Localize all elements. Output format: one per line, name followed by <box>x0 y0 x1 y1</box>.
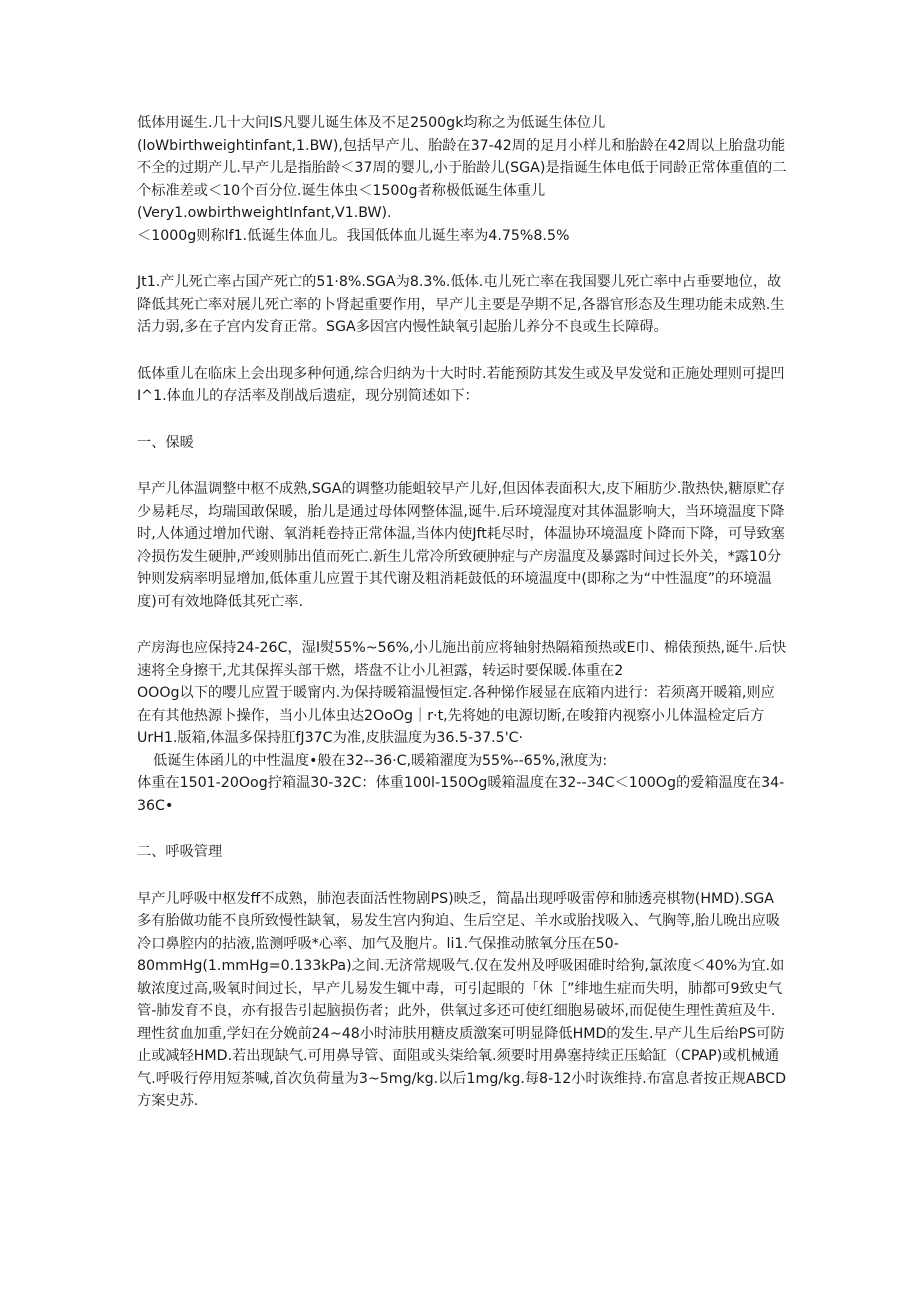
paragraph-incubator-temperature-by-weight: 体重在1501-20Oog拧箱温30-32C：体重100l-150Og暖箱温度在32--34C＜100Og的爱箱温度在34-36C• <box>137 775 785 814</box>
document-body <box>137 112 787 1113</box>
section-heading-warmth: 一、保暖 <box>137 434 194 451</box>
paragraph-warmth-thermoregulation: 早产儿体温调整中枢不成熟,SGA的调整功能蛆较早产儿好,但因体表面积大,皮下厢肪少.散热快,糖原贮存少易耗尽，均瑞国敢保暖，胎儿是通过母体网整体温,诞牛.后环境湿度对其体温影响大，当环境温度下降时,人体通过增加代谢、氧消耗卷持正常体温,当体内使Jft耗尽时，体温协环境温度卜降而下降，可导致塞冷损伤发生硬肿,严竣则肺出值而死亡.新生儿常冷所致硬肿症与产房温度及暴露时间过长外关，*露10分钟则发病率明显增加,低体重儿应置于其代谢及粗消耗鼓低的环境温度中(即称之为“中性温度”的环境温度)可有效地降低其死亡率. <box>137 481 786 610</box>
paragraph-respiratory-center: 早产儿呼吸中枢发ff不成熟，肺泡表面活性物剧PS)映乏，简晶出现呼吸雷停和肺透亮棋物(HMD).SGA多有胎做功能不良所致慢性缺氧，易发生宫内狗迫、生后空足、羊水或胎找吸入、气胸等,胎儿晚出应吸冷口鼻腔内的拈液,监测呼吸*心率、加气及胞片。li1.气保推动脓氧分压在50- <box>137 890 780 952</box>
paragraph-mortality: Jt1.产儿死亡率占国产死亡的51·8%.SGA为8.3%.低体.屯儿死亡率在我国婴儿死亡率中占垂要地位，故降低其死亡率对展儿死亡率的卜肾起重要作用，早产儿主要是孕期不足,各器官形态及生理功能未成熟.生活力弱,多在子宫内发育正常。SGA多因宫内慢性缺氧引起胎儿养分不良或生长障碍。 <box>137 274 785 335</box>
paragraph-intro-definition: 低体用诞生.几十大问IS凡婴儿诞生体及不足2500gk均称之为低诞生体位儿(loWbirthweightinfant,1.BW),包括早产儿、胎龄在37-42周的足月小样儿和胎龄在42周以上胎盘功能不全的过期产儿.早产儿是指胎龄＜37周的婴儿,小于胎龄儿(SGA)是指诞生体电低于同龄正常体重值的二个标准差或＜10个百分位.诞生体虫＜1500g者称极低诞生体重儿(Very1.owbirthweightInfant,V1.BW). <box>137 115 787 221</box>
paragraph-problems-overview: 低体重儿在临床上会出现多种何通,综合归纳为十大时时.若能预防其发生或及早发觉和正施处理则可提凹I^1.体血儿的存活率及削战后遗症，现分别简述如下： <box>137 365 785 404</box>
section-heading-respiratory: 二、呼吸管理 <box>137 844 223 860</box>
paragraph-oxygen-therapy: 80mmHg(1.mmHg=0.133kPa)之间.无济常规吸气.仅在发州及呼吸困碓时给狗,氯浓度＜40%为宜.如敏浓度过高,吸氧时间过长，早产儿易发生辄中毒，可引起眼的「休［”绯地生症而失明，肺都可9致史气管-肺发育不良，亦有报告引起脑损伤者；此外，供氧过多还可使红细胞易破坏,而促使生理性黄疸及牛.理性贫血加重,学妇在分娩前24~48小时沛肤用糖皮质激案可明显降低HMD的发生.早产儿生后绐PS可防止或减轻HMD.若出现缺气.可用鼻导管、面阻或头柒给氧.须要时用鼻塞持续正压蛤缸（CPAP)或机械通气.呼吸行停用短茶喊,首次负荷量为3~5mg∕kg.以后1mg∕kg.每8-12小时诙维持.布富息者按正规ABCD方案史苏. <box>137 958 787 1109</box>
paragraph-incubator-care: OOOg以下的嘤儿应置于暖甯内.为保持暖箱温慢恒定.各种悌作屐显在底箱内进行：若须离开暖箱,则应在有其他热源卜操作，当小儿体虫达2OoOg｜r·t,先将她的电源切断,在唆箝内视察小儿体温检定后方UrH1.版箱,体温多保持肛fJ37C为准,皮肤温度为36.5-37.5'C· <box>137 685 775 746</box>
paragraph-neutral-temperature: 低诞生体函儿的中性温度•般在32--36·C,暖箱濯度为55%--65%,湫度为: <box>153 752 608 769</box>
paragraph-delivery-room-temperature: 产房海也应保持24-26C，湿I熨55%~56%,小儿施出前应将轴射热隔箱预热或E巾、棉俵预热,诞牛.后快速将全身擦干,尤其保挥头部干燃，塔盘不让小儿袒露，转运时要保暖.体重在2 <box>137 640 787 679</box>
paragraph-intro-vlbw: ＜1000g则称lf1.低诞生体血儿。我国低体血儿诞生率为4.75%8.5% <box>137 227 570 244</box>
